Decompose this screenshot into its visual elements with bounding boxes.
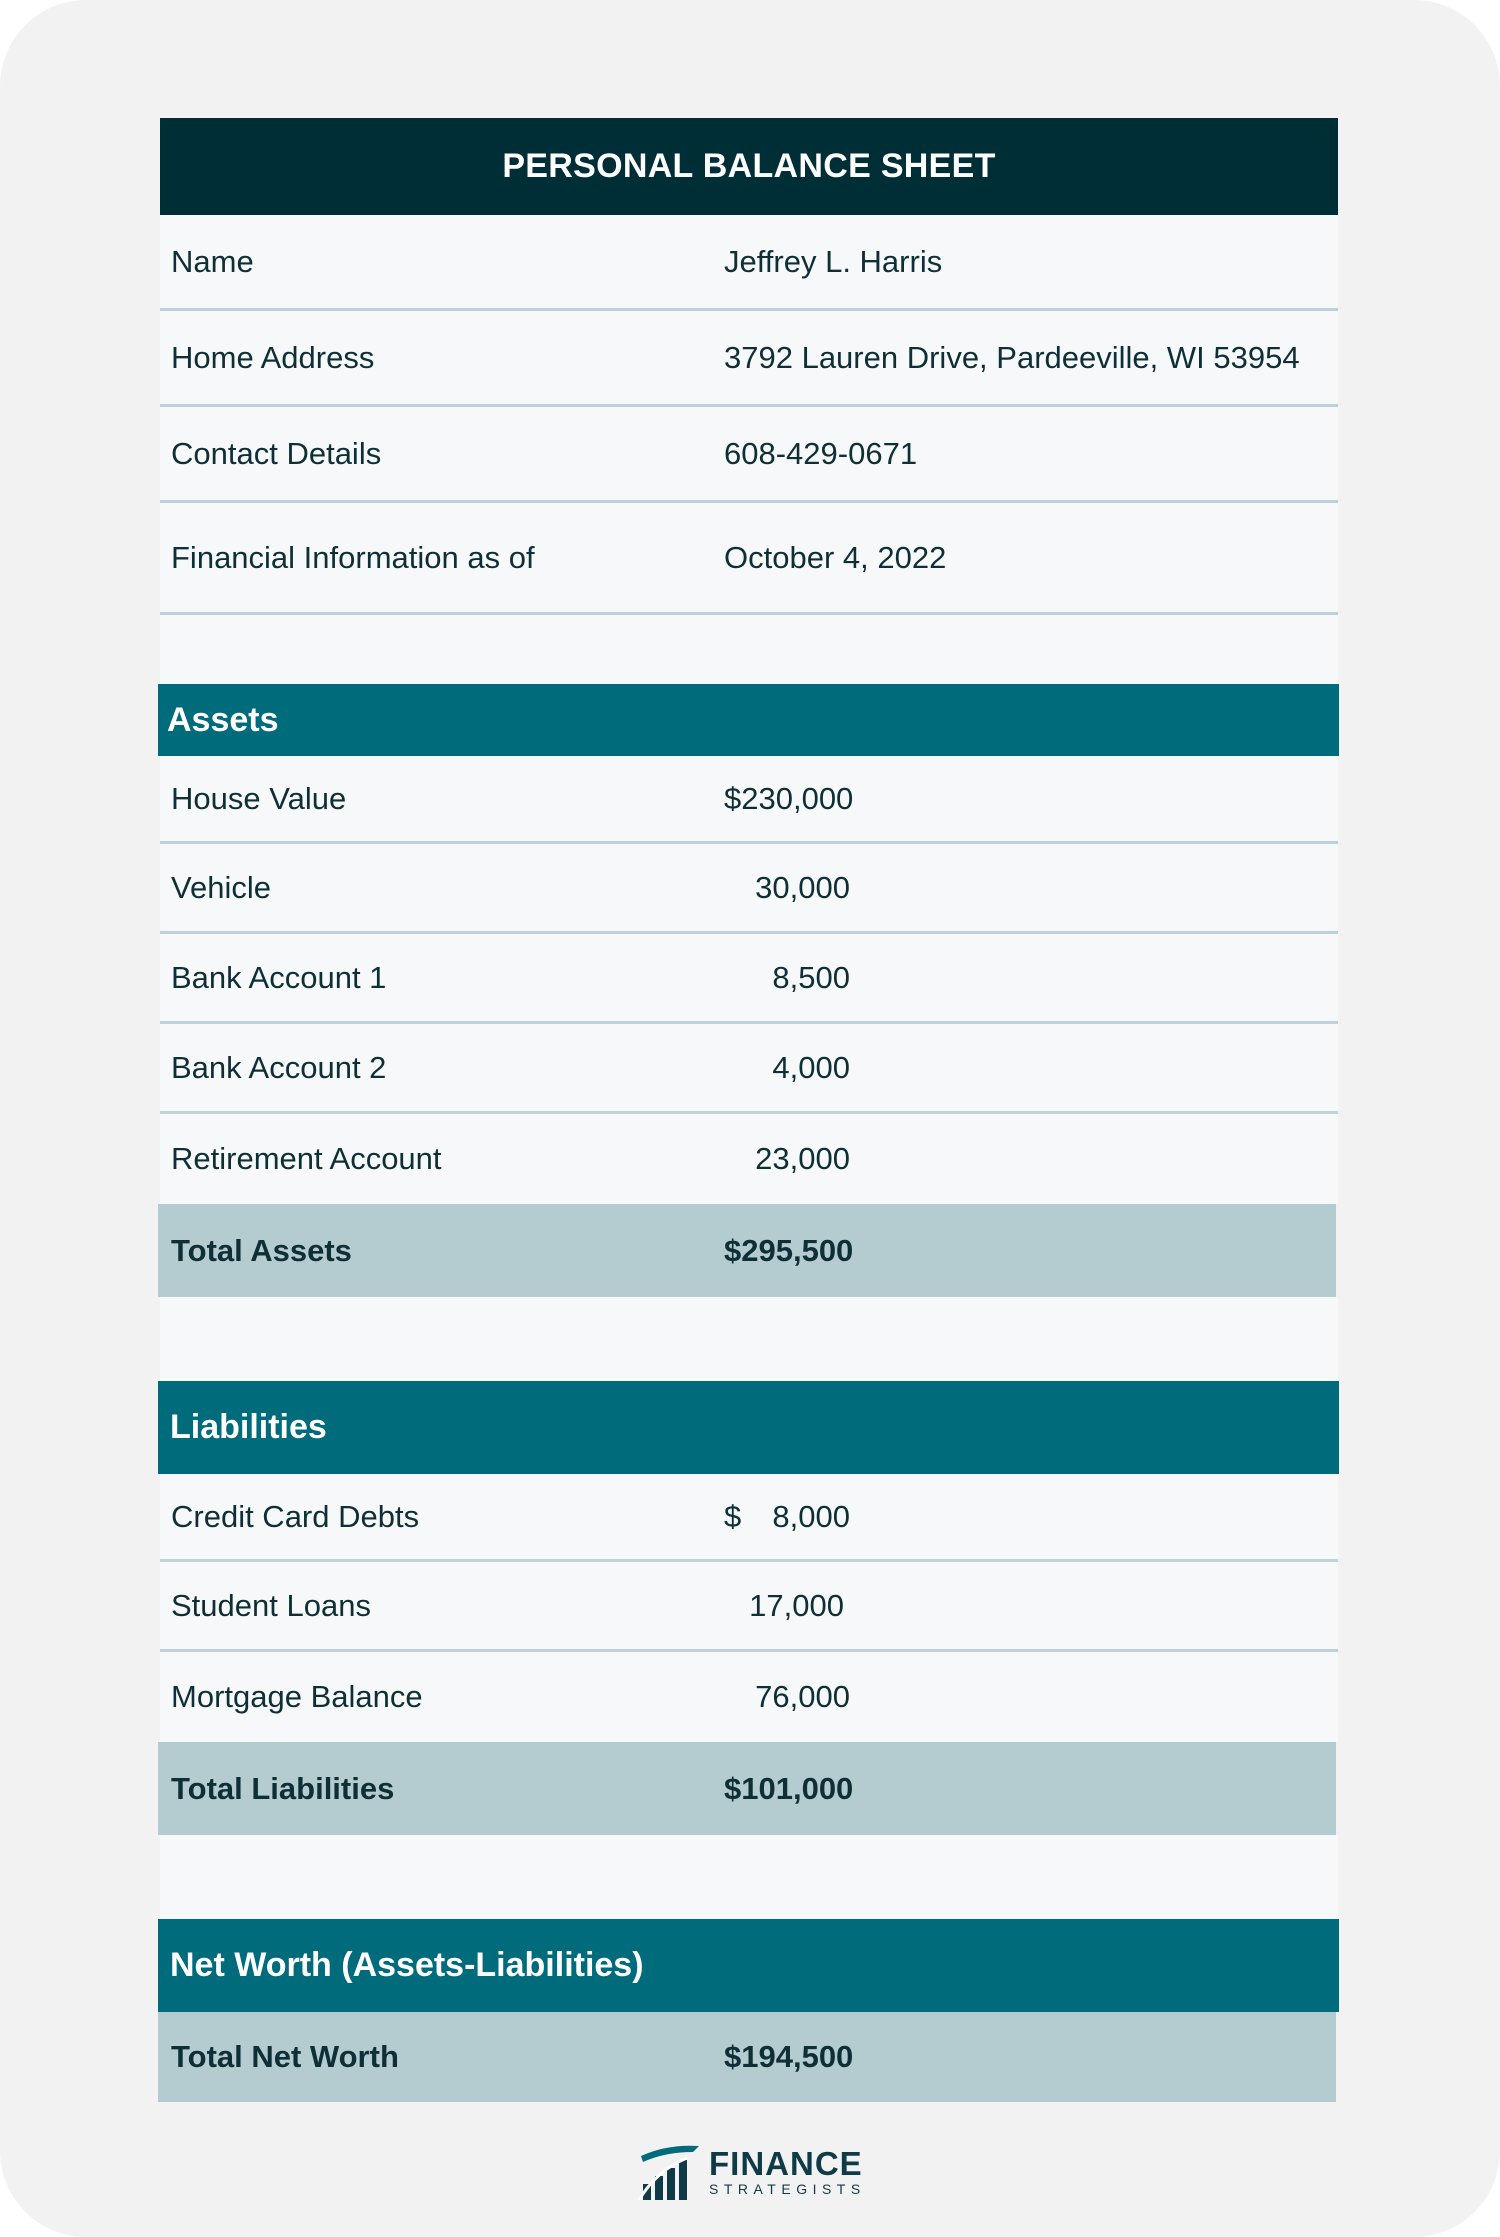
asset-label: Bank Account 2: [171, 1049, 387, 1085]
logo-line-1: FINANCE: [709, 2144, 863, 2182]
total-assets-value: $295,500: [724, 1232, 854, 1268]
asset-value: 30,000: [755, 869, 850, 905]
asset-row-bank-2: [160, 1024, 1338, 1114]
asset-value: 4,000: [772, 1049, 850, 1085]
section-spacer: [160, 1297, 1338, 1381]
liability-label: Credit Card Debts: [171, 1498, 420, 1534]
info-value: 608-429-0671: [724, 435, 918, 471]
section-spacer: [160, 615, 1338, 684]
asset-row-vehicle: [160, 844, 1338, 934]
total-net-worth-label: Total Net Worth: [171, 2039, 399, 2074]
liability-row-student-loans: [160, 1562, 1338, 1652]
asset-row-retirement: [160, 1114, 1338, 1204]
liability-value: 76,000: [755, 1679, 850, 1714]
assets-heading: Assets: [158, 684, 1339, 756]
bar-chart-arrow-icon: [637, 2140, 703, 2202]
asset-row-bank-1: [160, 934, 1338, 1024]
liability-label: Student Loans: [171, 1587, 371, 1623]
info-label: Financial Information as of: [171, 539, 535, 575]
total-net-worth-row: [158, 2012, 1336, 2102]
liability-value: 8,000: [772, 1498, 850, 1534]
total-liabilities-value: $101,000: [724, 1770, 854, 1806]
currency-symbol: $: [724, 1498, 742, 1534]
info-row-name: [160, 215, 1338, 311]
liabilities-heading: Liabilities: [158, 1381, 1339, 1474]
liability-row-credit-card: [160, 1474, 1338, 1562]
liability-row-mortgage: [160, 1652, 1338, 1742]
net-worth-heading: Net Worth (Assets-Liabilities): [158, 1919, 1339, 2012]
finance-strategists-logo: [637, 2140, 867, 2202]
asset-label: House Value: [171, 780, 347, 816]
total-liabilities-row: [158, 1742, 1336, 1835]
total-assets-row: [158, 1204, 1336, 1297]
sheet-title: PERSONAL BALANCE SHEET: [160, 118, 1338, 215]
asset-row-house: [160, 756, 1338, 844]
asset-value: $230,000: [724, 780, 854, 816]
info-label: Contact Details: [171, 435, 382, 471]
info-value: Jeffrey L. Harris: [724, 243, 943, 279]
asset-label: Bank Account 1: [171, 959, 387, 995]
total-assets-label: Total Assets: [171, 1232, 352, 1268]
asset-label: Vehicle: [171, 869, 271, 905]
info-value: October 4, 2022: [724, 539, 947, 575]
total-liabilities-label: Total Liabilities: [171, 1770, 395, 1806]
balance-sheet-table: [160, 118, 1338, 2102]
info-row-address: [160, 311, 1338, 407]
total-net-worth-value: $194,500: [724, 2039, 854, 2074]
asset-value: 8,500: [772, 959, 850, 995]
info-label: Name: [171, 243, 254, 279]
info-label: Home Address: [171, 339, 375, 375]
asset-value: 23,000: [755, 1141, 850, 1176]
section-spacer: [160, 1835, 1338, 1919]
info-value: 3792 Lauren Drive, Pardeeville, WI 53954: [724, 339, 1300, 375]
logo-line-2: STRATEGISTS: [709, 2180, 866, 2197]
logo-wordmark: [709, 2144, 866, 2197]
asset-label: Retirement Account: [171, 1141, 442, 1176]
info-row-contact: [160, 407, 1338, 503]
info-row-date: [160, 503, 1338, 615]
liability-label: Mortgage Balance: [171, 1679, 423, 1714]
liability-value: 17,000: [749, 1587, 844, 1623]
